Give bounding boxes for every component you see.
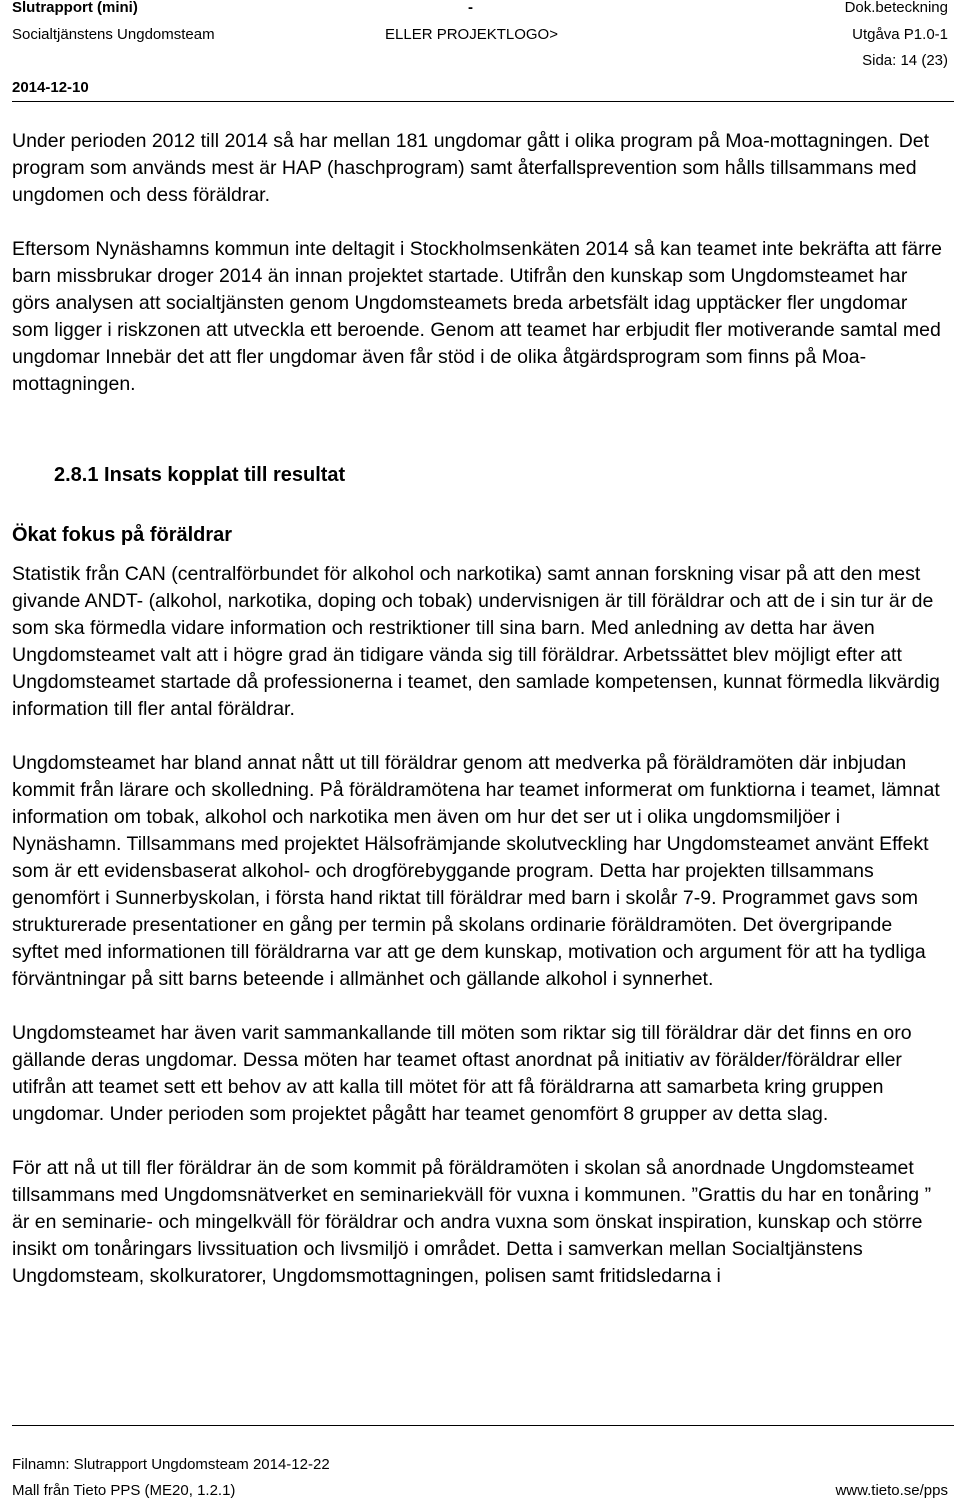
- section-paragraph-4: För att nå ut till fler föräldrar än de som kommit på föräldramöten i skolan så anordnade Ungdomsteamet tillsammans med Ungdomsnätverket en seminariekväll för vuxna i kommunen. ”Grattis du har en tonåring ” är en seminarie- och mingelkväll för föräldrar och andra vuxna som önskat inspiration, kunskap och större insikt om tonåringars livssituation och livsmiljö i området. Detta i samverkan mellan Socialtjänstens Ungdomsteam, skolkuratorer, Ungdomsmottagningen, polisen samt fritidsledarna i: [12, 1157, 932, 1287]
- section-paragraph-2: Ungdomsteamet har bland annat nått ut till föräldrar genom att medverka på föräldramöten där inbjudan kommit från lärare och skolledning. På föräldramötena har teamet informerat om funktiorna i teamet, lämnat information om tobak, alkohol och narkotika men även om hur det ser ut i olika ungdomsmiljöer i Nynäshamn. Tillsammans med projektet Hälsofrämjande skolutveckling har Ungdomsteamet använt Effekt som är ett evidensbaserat alkohol- och drogförebyggande program. Detta har projekten tillsammans genomfört i Sunnerbyskolan, i första hand riktat till föräldrar med barn i skolår 7-9. Programmet gavs som strukturerade presentationer en gång per termin på skolans ordinarie föräldramöten. Det övergripande syftet med informationen till föräldrarna var att ge dem kunskap, motivation och argument för att ha tydliga förväntningar på sitt barns beteende i allmänhet och gällande alkohol i synnerhet.: [12, 752, 940, 990]
- section-subheading: Ökat fokus på föräldrar: [12, 524, 233, 546]
- document-title: Slutrapport (mini): [12, 0, 138, 16]
- document-date: 2014-12-10: [12, 79, 89, 96]
- section-heading: 2.8.1 Insats kopplat till resultat: [54, 464, 346, 486]
- header-dash: -: [468, 0, 473, 16]
- page-number: Sida: 14 (23): [862, 52, 948, 69]
- organization-name: Socialtjänstens Ungdomsteam: [12, 26, 215, 43]
- logo-placeholder: ELLER PROJEKTLOGO>: [385, 26, 558, 43]
- footer-filename: Filnamn: Slutrapport Ungdomsteam 2014-12-22: [12, 1456, 330, 1473]
- section-body: [12, 561, 942, 1290]
- section-paragraph-1: Statistik från CAN (centralförbundet för alkohol och narkotika) samt annan forskning visar på att den mest givande ANDT- (alkohol, narkotika, doping och tobak) undervisnigen är till föräldrar och att de i sin tur är de som ska förmedla vidare information och restriktioner till sina barn. Med anledning av detta har även Ungdomsteamet valt att i högre grad än tidigare vända sig till föräldrar. Arbetssättet blev möjligt efter att Ungdomsteamet startade då professionerna i teamet, den samlade kompetensen, kunnat förmedla likvärdig information till fler antal föräldrar.: [12, 563, 940, 720]
- footer-divider: [12, 1425, 954, 1426]
- version-label: Utgåva P1.0-1: [852, 26, 948, 43]
- intro-paragraph-2: Eftersom Nynäshamns kommun inte deltagit i Stockholmsenkäten 2014 så kan teamet inte bekräfta att färre barn missbrukar droger 2014 än innan projektet startade. Utifrån den kunskap som Ungdomsteamet har görs analysen att socialtjänsten genom Ungdomsteamets breda arbetsfält idag upptäcker fler ungdomar som ligger i riskzonen att utveckla ett beroende. Genom att teamet har erbjudit fler motiverande samtal med ungdomar Innebär det att fler ungdomar även får stöd i de olika åtgärdsprogram som finns på Moa-mottagningen.: [12, 238, 942, 395]
- header-divider: [12, 101, 954, 102]
- intro-paragraph-1: Under perioden 2012 till 2014 så har mellan 181 ungdomar gått i olika program på Moa-mottagningen. Det program som används mest är HAP (haschprogram) samt återfallsprevention som hålls tillsammans med ungdomen och dess föräldrar.: [12, 130, 930, 206]
- footer-template: Mall från Tieto PPS (ME20, 1.2.1): [12, 1482, 236, 1499]
- section-paragraph-3: Ungdomsteamet har även varit sammankallande till möten som riktar sig till föräldrar där det finns en oro gällande deras ungdomar. Dessa möten har teamet oftast anordnat på initiativ av förälder/föräldrar eller utifrån att teamet sett ett behov av att kalla till mötet för att få föräldrarna att samarbeta kring gruppen ungdomar. Under perioden som projektet pågått har teamet genomfört 8 grupper av detta slag.: [12, 1022, 912, 1125]
- footer-website-link[interactable]: www.tieto.se/pps: [835, 1482, 948, 1499]
- document-label: Dok.beteckning: [844, 0, 948, 16]
- intro-block: [12, 128, 942, 398]
